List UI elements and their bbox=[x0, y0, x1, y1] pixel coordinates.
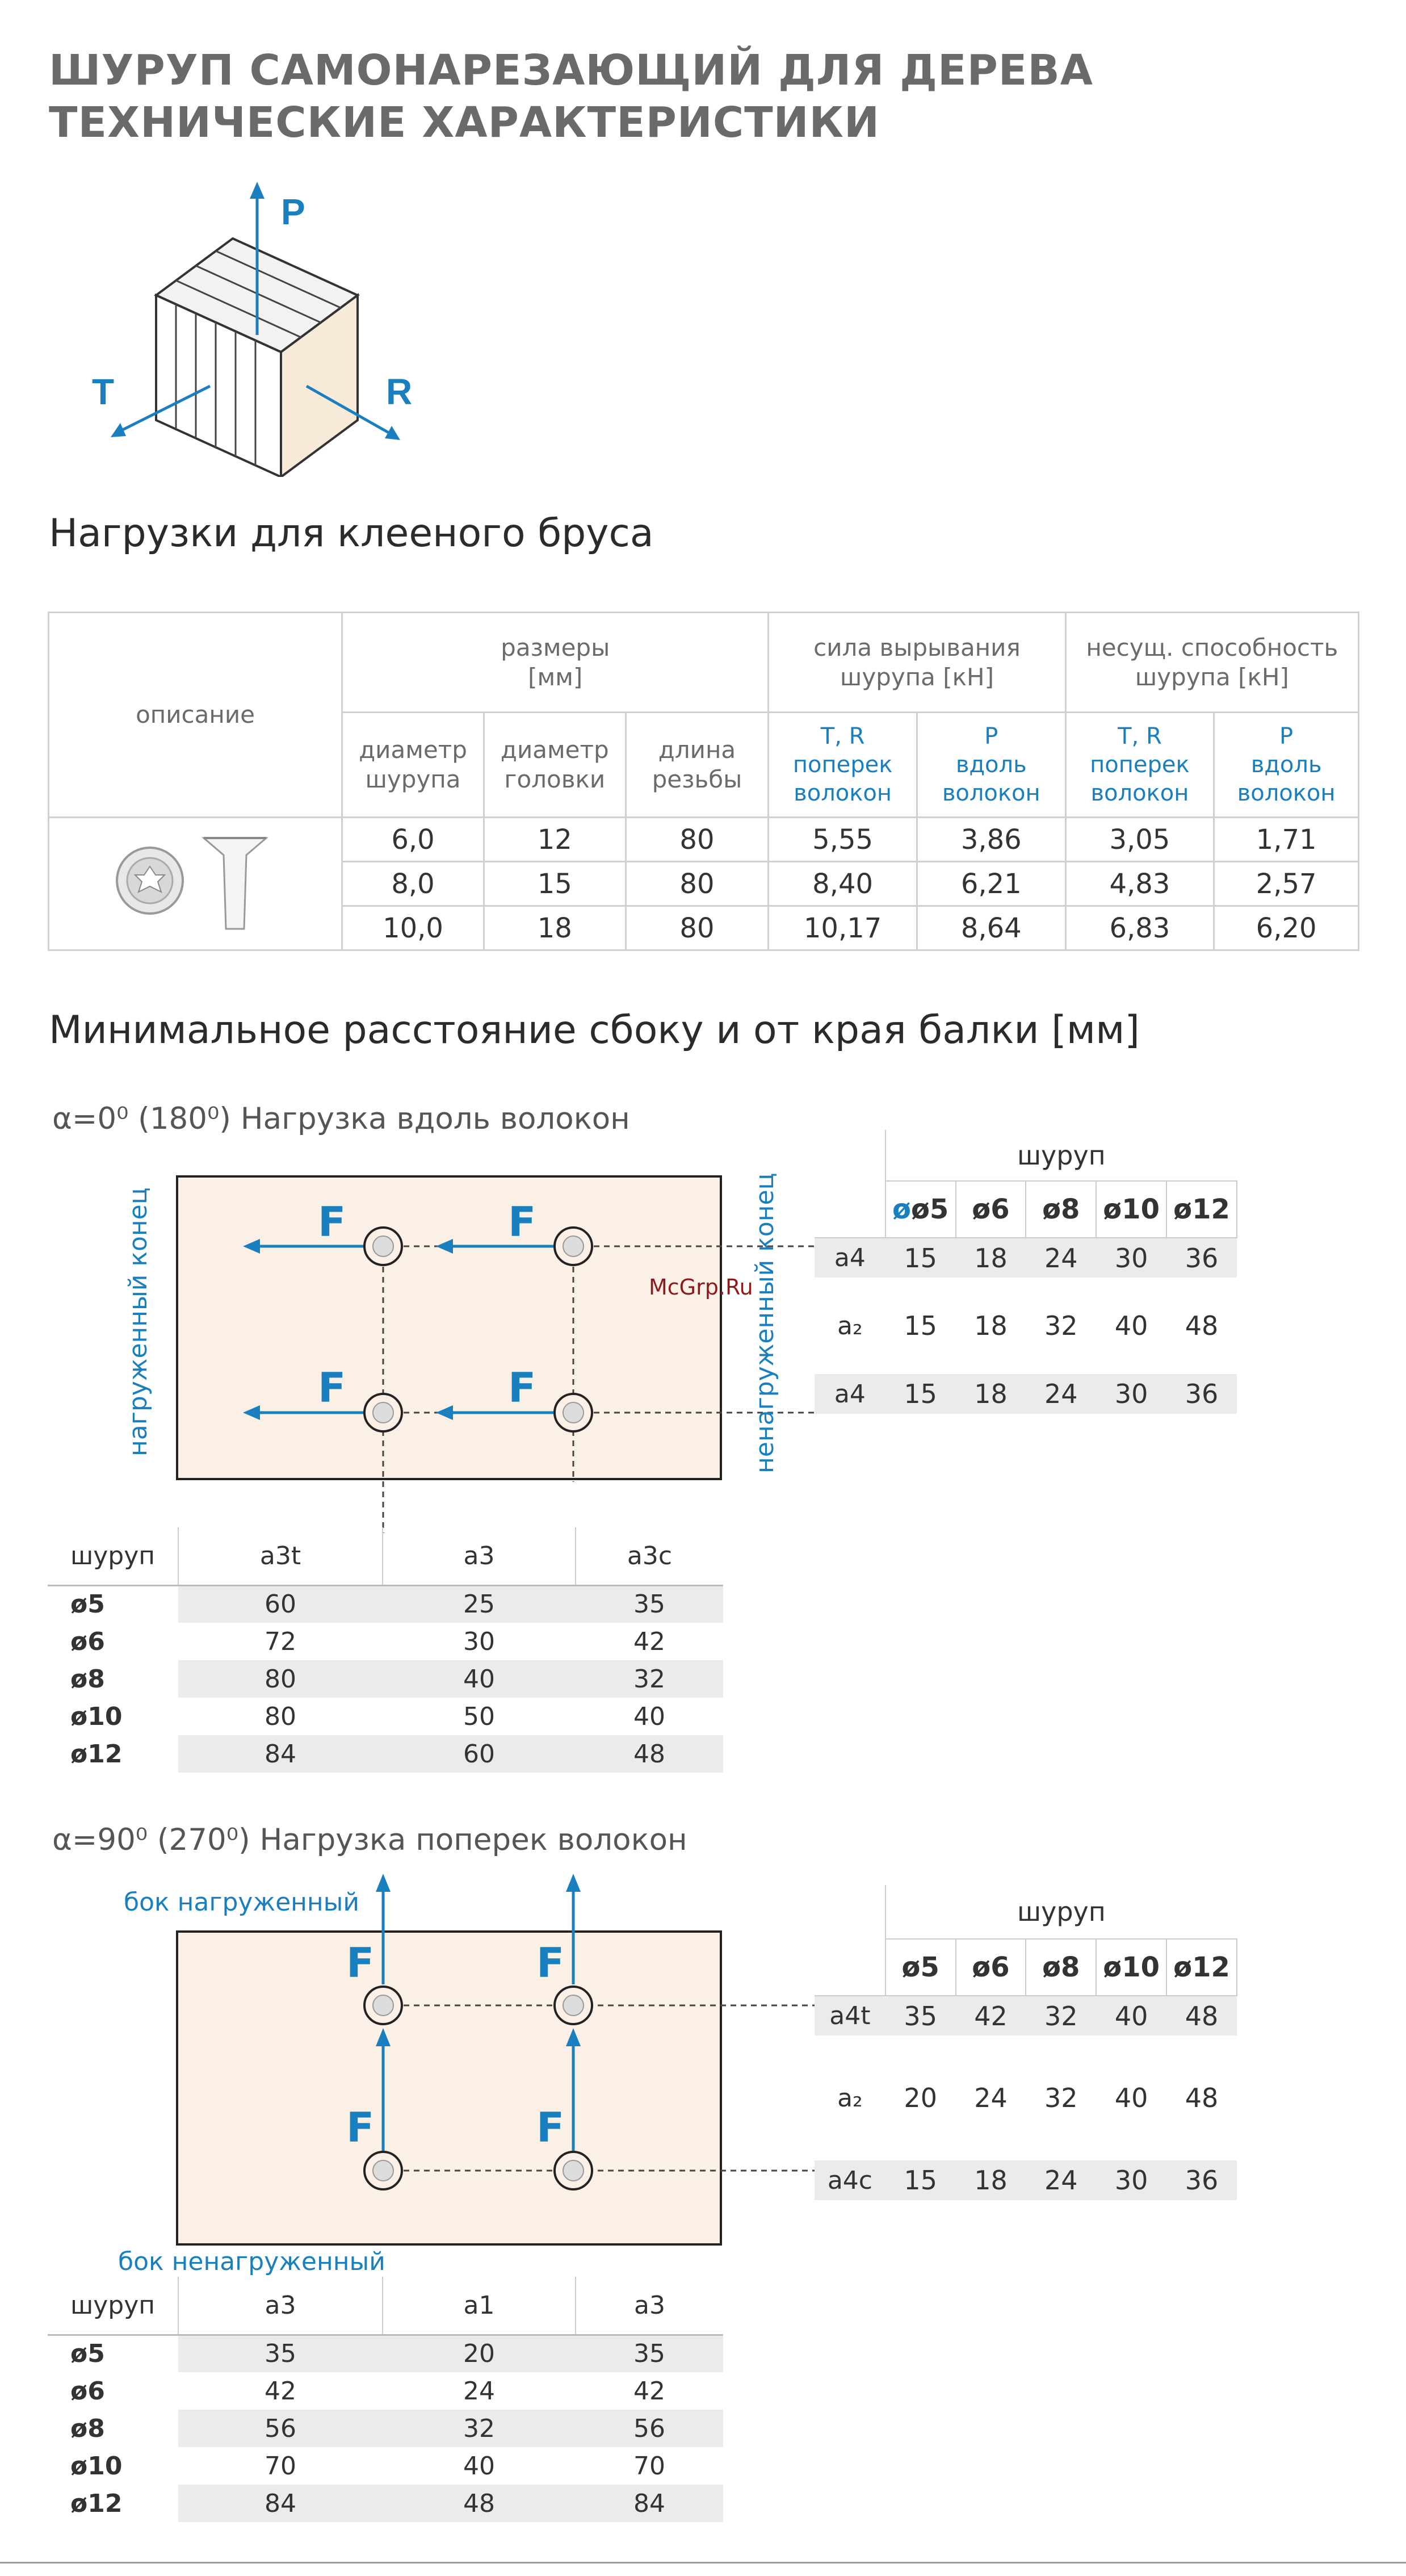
row-label: a₂ bbox=[837, 2083, 863, 2113]
table-row bbox=[815, 1374, 1237, 1414]
cell: 40 bbox=[1114, 1310, 1148, 1341]
load-table bbox=[48, 611, 1359, 951]
cell: 42 bbox=[265, 2376, 296, 2406]
cell: 15 bbox=[904, 1379, 937, 1409]
cell: 84 bbox=[178, 2485, 383, 2522]
group-pull-unit: шурупа [кН] bbox=[840, 663, 994, 691]
cell: 32 bbox=[383, 2410, 576, 2447]
cell: 32 bbox=[1044, 1310, 1078, 1341]
cell: 18 bbox=[974, 2165, 1008, 2196]
cell: 3,86 bbox=[917, 818, 1065, 862]
col-header: ø12 bbox=[1166, 1181, 1237, 1238]
sub-header bbox=[1214, 713, 1359, 818]
sub-header-line: волокон bbox=[942, 780, 1040, 806]
cell: 42 bbox=[974, 2000, 1008, 2032]
col-header: a1 bbox=[383, 2277, 576, 2335]
cell: 35 bbox=[576, 2335, 723, 2372]
loaded-side-label: бок нагруженный bbox=[124, 1888, 360, 1917]
force-label: F bbox=[536, 2104, 565, 2151]
cell: 10,0 bbox=[342, 906, 484, 950]
case2-bottom-table bbox=[48, 2277, 723, 2522]
col-header-text: ø5 bbox=[910, 1193, 949, 1225]
cell: 6,0 bbox=[342, 818, 484, 862]
cell: 50 bbox=[463, 1702, 495, 1731]
cell: 84 bbox=[576, 2485, 723, 2522]
sub-header-line: P bbox=[1279, 723, 1294, 749]
sub-header-line: головки bbox=[504, 765, 606, 793]
group-sizes-unit: [мм] bbox=[528, 663, 583, 691]
cell: 24 bbox=[974, 2083, 1008, 2113]
group-bearing bbox=[1065, 613, 1358, 713]
col-description: описание bbox=[49, 613, 342, 818]
group-sizes-label: размеры bbox=[501, 633, 610, 661]
sub-header-line: вдоль bbox=[955, 752, 1027, 778]
table-row bbox=[48, 1660, 723, 1698]
sub-header-line: поперек bbox=[1090, 752, 1190, 778]
cell: 8,0 bbox=[342, 862, 484, 906]
row-label: ø8 bbox=[70, 1664, 105, 1694]
cell: 24 bbox=[1044, 2165, 1078, 2196]
cell: 80 bbox=[265, 1702, 296, 1731]
cell: 56 bbox=[178, 2410, 383, 2447]
col-header: øø5 bbox=[885, 1181, 956, 1238]
cell: 3,05 bbox=[1065, 818, 1214, 862]
row-label: a4 bbox=[834, 1243, 866, 1272]
cell: 20 bbox=[904, 2083, 937, 2113]
cell: 1,71 bbox=[1214, 818, 1359, 862]
row-label: a₂ bbox=[837, 1311, 863, 1341]
col-header: a3 bbox=[178, 2277, 383, 2335]
case2-right-table bbox=[815, 1885, 1237, 2200]
cell: 4,83 bbox=[1065, 862, 1214, 906]
cell: 6,20 bbox=[1214, 906, 1359, 950]
force-label: F bbox=[318, 1364, 346, 1411]
section-heading-loads: Нагрузки для клееного бруса bbox=[49, 511, 654, 556]
cell: 40 bbox=[1114, 2083, 1148, 2113]
cell: 42 bbox=[633, 2376, 665, 2406]
table-title: шуруп bbox=[885, 1885, 1237, 1939]
table-row bbox=[48, 2485, 723, 2522]
cell: 36 bbox=[1185, 1242, 1219, 1274]
case1-right-table bbox=[815, 1130, 1237, 1414]
table-row bbox=[48, 1585, 723, 1623]
col-header: a3c bbox=[576, 1527, 723, 1585]
cell: 70 bbox=[633, 2451, 665, 2481]
screw-illustration-cell bbox=[49, 818, 342, 950]
title-line-2: ТЕХНИЧЕСКИЕ ХАРАКТЕРИСТИКИ bbox=[49, 98, 880, 147]
cell: 80 bbox=[178, 1660, 383, 1698]
cell: 35 bbox=[576, 1585, 723, 1623]
cell: 80 bbox=[626, 862, 769, 906]
cell: 15 bbox=[484, 862, 626, 906]
col-header: шуруп bbox=[70, 1541, 156, 1570]
cell: 20 bbox=[383, 2335, 576, 2372]
cell: 40 bbox=[1114, 2000, 1148, 2032]
force-label: F bbox=[536, 1939, 565, 1987]
cell: 18 bbox=[974, 1310, 1008, 1341]
cell: 72 bbox=[265, 1627, 296, 1656]
row-label: ø6 bbox=[70, 1627, 105, 1656]
title-line-1: ШУРУП САМОНАРЕЗАЮЩИЙ ДЛЯ ДЕРЕВА bbox=[49, 46, 1094, 95]
col-header: ø10 bbox=[1096, 1939, 1166, 1996]
table-row bbox=[48, 2447, 723, 2485]
sub-header-line: волокон bbox=[1090, 780, 1189, 806]
sub-header-line: волокон bbox=[794, 780, 892, 806]
cell: 8,64 bbox=[917, 906, 1065, 950]
table-row bbox=[48, 1735, 723, 1773]
cell: 80 bbox=[626, 906, 769, 950]
cell: 40 bbox=[633, 1702, 665, 1731]
axis-r-label: R bbox=[386, 371, 413, 412]
cell: 70 bbox=[265, 2451, 296, 2481]
page-title bbox=[49, 44, 1093, 149]
force-label: F bbox=[346, 2104, 375, 2151]
table-row bbox=[815, 2035, 1237, 2160]
table-row bbox=[815, 1277, 1237, 1374]
cube-diagram bbox=[85, 182, 426, 477]
row-label: ø8 bbox=[70, 2414, 105, 2443]
group-bearing-label: несущ. способность bbox=[1086, 633, 1338, 661]
sub-header bbox=[626, 713, 769, 818]
group-sizes bbox=[342, 613, 769, 713]
table-row bbox=[815, 2160, 1237, 2200]
col-header: a3t bbox=[178, 1527, 383, 1585]
col-header: ø12 bbox=[1166, 1939, 1237, 1996]
cell: 32 bbox=[1044, 2000, 1078, 2032]
col-header: a3 bbox=[383, 1527, 576, 1585]
cell: 48 bbox=[1185, 2083, 1219, 2113]
col-header: шуруп bbox=[70, 2290, 156, 2320]
case1-heading: α=0⁰ (180⁰) Нагрузка вдоль волокон bbox=[52, 1101, 630, 1136]
sub-header-line: T, R bbox=[820, 723, 865, 749]
col-header: ø8 bbox=[1026, 1939, 1096, 1996]
force-label: F bbox=[508, 1198, 536, 1246]
sub-header-line: вдоль bbox=[1250, 752, 1322, 778]
cell: 60 bbox=[178, 1585, 383, 1623]
cell: 30 bbox=[1114, 1379, 1148, 1409]
cell: 32 bbox=[1044, 2083, 1078, 2113]
cell: 8,40 bbox=[769, 862, 917, 906]
row-label: ø5 bbox=[70, 1590, 105, 1619]
col-header: ø5 bbox=[885, 1939, 956, 1996]
col-header: a3 bbox=[576, 2277, 723, 2335]
sub-header-line: диаметр bbox=[500, 736, 609, 764]
cell: 30 bbox=[1114, 2165, 1148, 2196]
cell: 18 bbox=[974, 1242, 1008, 1274]
cell: 40 bbox=[383, 1660, 576, 1698]
cell: 36 bbox=[1185, 1379, 1219, 1409]
case2-diagram bbox=[0, 1874, 851, 2305]
sub-header-line: поперек bbox=[792, 752, 893, 778]
cell: 48 bbox=[1185, 1310, 1219, 1341]
table-row bbox=[815, 1996, 1237, 2035]
cell: 48 bbox=[383, 2485, 576, 2522]
cell: 25 bbox=[383, 1585, 576, 1623]
cell: 30 bbox=[463, 1627, 495, 1656]
cell: 56 bbox=[576, 2410, 723, 2447]
cell: 60 bbox=[383, 1735, 576, 1773]
cell: 42 bbox=[633, 1627, 665, 1656]
table-title: шуруп bbox=[885, 1130, 1237, 1181]
watermark: McGrp.Ru bbox=[649, 1275, 753, 1300]
group-bearing-unit: шурупа [кН] bbox=[1135, 663, 1289, 691]
col-header: ø6 bbox=[956, 1939, 1026, 1996]
cell: 5,55 bbox=[769, 818, 917, 862]
row-label: ø10 bbox=[70, 1702, 123, 1731]
force-label: F bbox=[346, 1939, 375, 1987]
page-divider bbox=[0, 2562, 1406, 2564]
force-label: F bbox=[318, 1198, 346, 1246]
sub-header-line: резьбы bbox=[652, 765, 742, 793]
sub-header-line: волокон bbox=[1237, 780, 1336, 806]
row-label: a4c bbox=[827, 2165, 872, 2195]
cell: 35 bbox=[178, 2335, 383, 2372]
cell: 40 bbox=[463, 2451, 495, 2481]
axis-p-label: P bbox=[281, 191, 305, 232]
cell: 24 bbox=[1044, 1242, 1078, 1274]
sub-header-line: T, R bbox=[1118, 723, 1162, 749]
cell: 6,21 bbox=[917, 862, 1065, 906]
table-row bbox=[49, 818, 1359, 862]
section-heading-distances: Минимальное расстояние сбоку и от края балки [мм] bbox=[49, 1008, 1140, 1053]
cell: 80 bbox=[626, 818, 769, 862]
force-label: F bbox=[508, 1364, 536, 1411]
cell: 24 bbox=[1044, 1379, 1078, 1409]
sub-header bbox=[769, 713, 917, 818]
sub-header bbox=[917, 713, 1065, 818]
table-row bbox=[48, 1698, 723, 1735]
cell: 24 bbox=[463, 2376, 495, 2406]
cell: 32 bbox=[576, 1660, 723, 1698]
cell: 6,83 bbox=[1065, 906, 1214, 950]
sub-header-line: P bbox=[984, 723, 998, 749]
cell: 15 bbox=[904, 1242, 937, 1274]
table-row bbox=[815, 1238, 1237, 1277]
screw-icon bbox=[110, 827, 280, 935]
sub-header bbox=[484, 713, 626, 818]
cell: 10,17 bbox=[769, 906, 917, 950]
unloaded-end-label: ненагруженный конец bbox=[750, 1172, 779, 1473]
cell: 15 bbox=[904, 1310, 937, 1341]
col-header: ø8 bbox=[1026, 1181, 1096, 1238]
sub-header-line: длина bbox=[658, 736, 736, 764]
cell: 2,57 bbox=[1214, 862, 1359, 906]
unloaded-side-label: бок ненагруженный bbox=[118, 2247, 385, 2276]
table-row bbox=[48, 2410, 723, 2447]
row-label: ø12 bbox=[70, 1739, 123, 1769]
row-label: ø12 bbox=[70, 2489, 123, 2518]
case1-bottom-table bbox=[48, 1527, 723, 1773]
cell: 35 bbox=[904, 2000, 937, 2032]
cell: 18 bbox=[484, 906, 626, 950]
row-label: ø5 bbox=[70, 2339, 105, 2369]
axis-t-label: T bbox=[92, 371, 115, 412]
col-header: ø6 bbox=[956, 1181, 1026, 1238]
case2-heading: α=90⁰ (270⁰) Нагрузка поперек волокон bbox=[52, 1823, 687, 1857]
group-pull bbox=[769, 613, 1065, 713]
group-pull-label: сила вырывания bbox=[813, 633, 1021, 661]
loaded-end-label: нагруженный конец bbox=[124, 1187, 153, 1456]
cell: 36 bbox=[1185, 2165, 1219, 2196]
sub-header-line: шурупа bbox=[365, 765, 461, 793]
row-label: ø10 bbox=[70, 2451, 123, 2481]
table-row bbox=[48, 1623, 723, 1660]
cell: 84 bbox=[178, 1735, 383, 1773]
row-label: a4 bbox=[834, 1379, 866, 1409]
cell: 12 bbox=[484, 818, 626, 862]
cell: 48 bbox=[576, 1735, 723, 1773]
sub-header bbox=[342, 713, 484, 818]
sub-header bbox=[1065, 713, 1214, 818]
table-row bbox=[48, 2372, 723, 2410]
cell: 30 bbox=[1114, 1242, 1148, 1274]
cell: 18 bbox=[974, 1379, 1008, 1409]
sub-header-line: диаметр bbox=[359, 736, 467, 764]
row-label: a4t bbox=[829, 2001, 871, 2030]
cell: 48 bbox=[1185, 2000, 1219, 2032]
table-row bbox=[48, 2335, 723, 2372]
row-label: ø6 bbox=[70, 2376, 105, 2406]
col-header: ø10 bbox=[1096, 1181, 1166, 1238]
cell: 15 bbox=[904, 2165, 937, 2196]
